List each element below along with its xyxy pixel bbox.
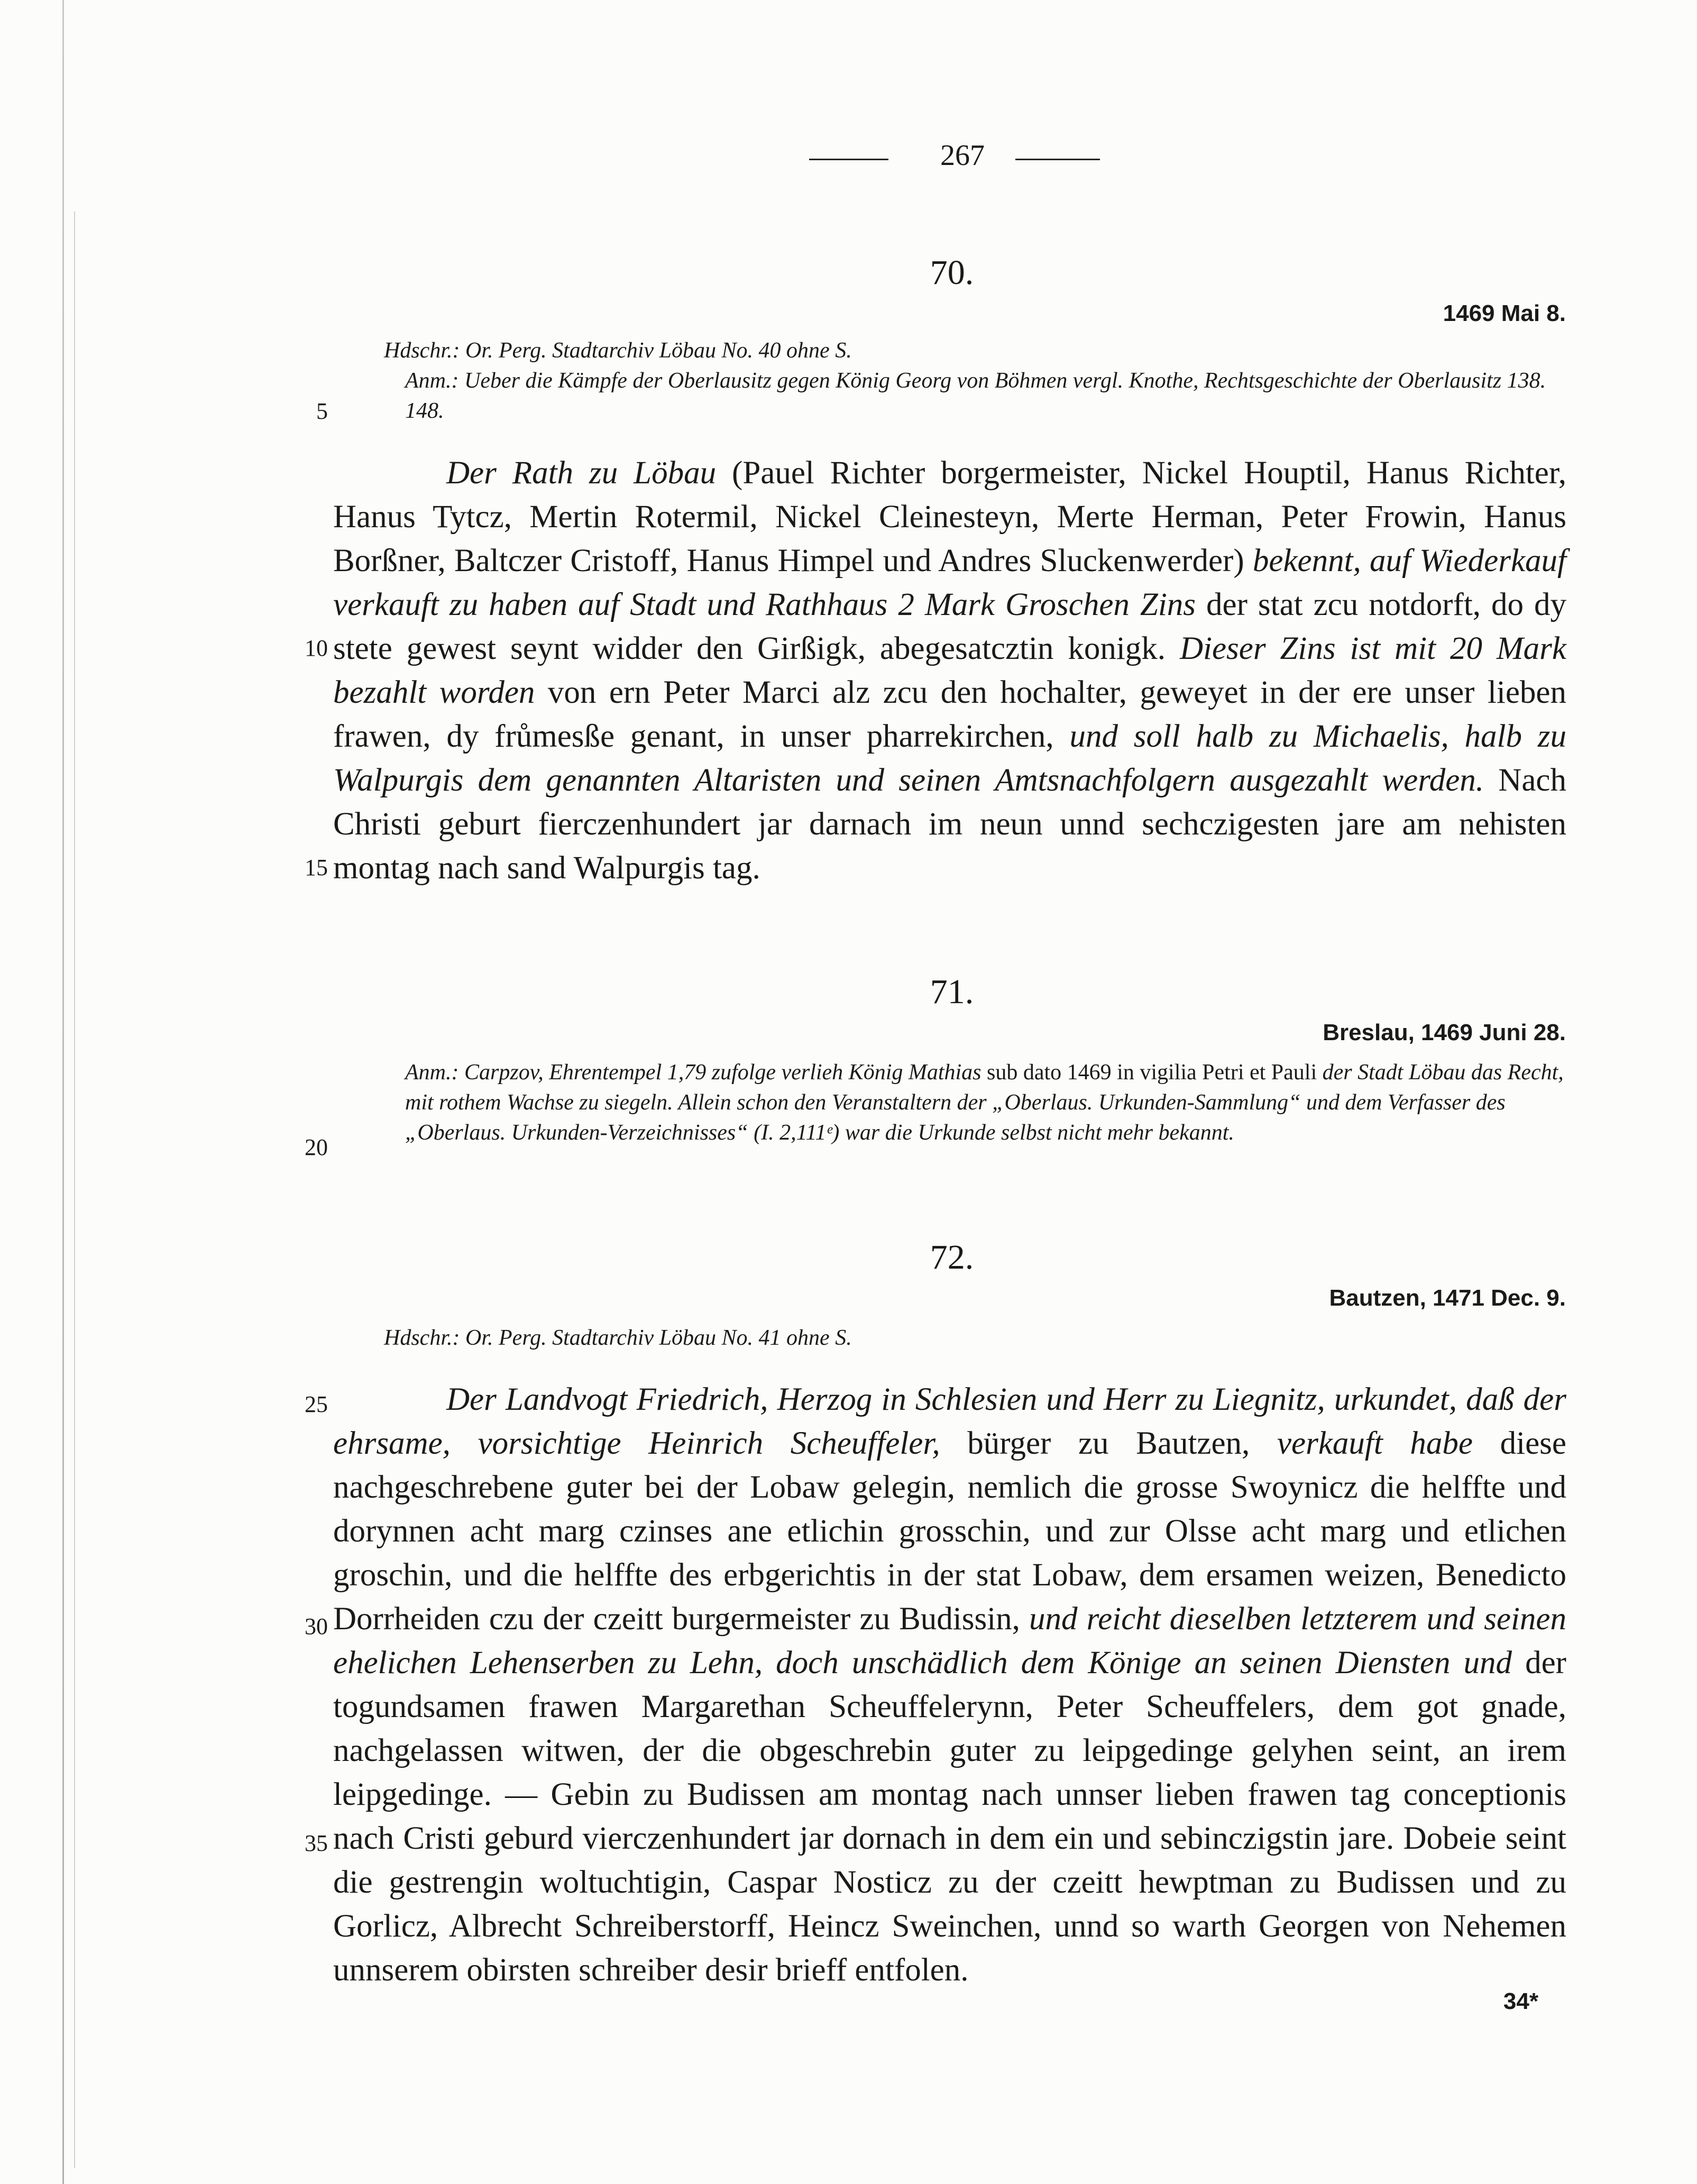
scan-binding-edge <box>62 0 64 2184</box>
document-date: Bautzen, 1471 Dec. 9. <box>1329 1285 1566 1311</box>
transcribed-text: der stat zcu notdorft, do dy stete gewest seynt widder den Girßigk, abegesatcztin konigk. <box>333 587 1566 666</box>
manuscript-note: Hdschr.: Or. Perg. Stadtarchiv Löbau No. 41 ohne S. <box>384 1326 852 1350</box>
source-note <box>384 336 1566 426</box>
page-number: 267 <box>940 139 985 172</box>
annotation-text-part: sub dato 1469 in vigilia Petri et Pauli <box>987 1060 1323 1085</box>
annotation-note <box>384 1058 1566 1148</box>
line-number: 10 <box>305 635 328 661</box>
transcribed-text: (Pauel Richter borgermeister, Nickel Houptil, Hanus Richter, Hanus Tytcz, Mertin Rotermil, Nickel Cleinesteyn, Merte Herman, Peter Frowin, Hanus Borßner, Baltczer Cristoff, Hanus Himpel und Andres Sluckenwerder) <box>333 455 1566 579</box>
line-number: 5 <box>316 398 328 424</box>
document-body <box>333 451 1566 890</box>
transcribed-text: diese nachgeschrebene guter bei der Lobaw gelegin, nemlich die grosse Swoynicz die helffte und dorynnen acht marg czinses ane etlichin grosschin, und zur Olsse acht marg und etlichen groschin, und die helffte des erbgerichtis in der stat Lobaw, dem ersamen weizen, Benedicto Dorrheiden czu der czeitt burgermeister zu Budissin, <box>333 1426 1566 1637</box>
italic-summary-text: Der Rath zu Löbau <box>446 455 717 491</box>
italic-summary-text: und reicht dieselben letzterem und seinen ehelichen Lehenserben zu Lehn, doch unschädlich dem Könige an seinen Diensten und <box>333 1601 1566 1681</box>
document-number: 72. <box>930 1238 974 1277</box>
scan-binding-edge-inner <box>74 212 75 2168</box>
transcribed-text: der togundsamen frawen Margarethan Scheuffelerynn, Peter Scheuffelers, dem got gnade, nachgelassen witwen, der die obgeschrebin guter zu leipgedinge gelyhen seint, an irem leipgedinge. — Gebin zu Budissen am montag nach unnser lieben frawen tag conceptionis nach Cristi geburd vierczenhundert jar dornach in dem ein und sebinczigstin jare. Dobeie seint die gestrengin woltuchtigin, Caspar Nosticz zu der czeitt hewptman zu Budissen und zu Gorlicz, Albrecht Schreiberstorff, Heincz Sweinchen, unnd so warth Georgen von Nehemen unnserem obirsten schreiber desir brieff entfolen. <box>333 1645 1566 1988</box>
transcribed-text: bürger zu Bautzen, <box>940 1426 1277 1461</box>
body-paragraph <box>333 451 1566 890</box>
italic-summary-text: verkauft habe <box>1277 1426 1473 1461</box>
transcribed-text: Nach Christi geburt fierczenhundert jar darnach im neun unnd sechczigesten jare am nehisten montag nach sand Walpurgis tag. <box>333 763 1567 886</box>
document-body <box>333 1378 1566 1992</box>
document-number: 71. <box>930 972 974 1011</box>
line-number: 25 <box>305 1391 328 1417</box>
line-number: 30 <box>305 1613 328 1639</box>
line-number: 20 <box>305 1134 328 1160</box>
header-rule-right <box>1015 159 1100 160</box>
document-date: 1469 Mai 8. <box>1443 300 1566 326</box>
annotation-text-part: Carpzov, Ehrentempel 1,79 zufolge verlieh König Mathias <box>464 1060 987 1085</box>
italic-summary-text: Der Landvogt Friedrich, Herzog in Schlesien und Herr zu Liegnitz, urkundet, daß der ehrsame, vorsichtige Heinrich Scheuffeler, <box>333 1382 1566 1461</box>
annotation-label: Anm.: <box>405 1060 464 1085</box>
italic-summary-text: und soll halb zu Michaelis, halb zu Walpurgis dem genannten Altaristen und seinen Amtsnachfolgern ausgezahlt werden. <box>333 719 1566 798</box>
document-date: Breslau, 1469 Juni 28. <box>1323 1020 1566 1045</box>
transcribed-text: von ern Peter Marci alz zcu den hochalter, geweyet in der ere unser lieben frawen, dy frůmesße genant, in unser pharrekirchen, <box>333 675 1566 754</box>
document-number: 70. <box>930 253 974 292</box>
annotation-text-part: der Stadt Löbau das Recht, mit rothem Wachse zu siegeln. Allein schon den Veranstaltern der „Oberlaus. Urkunden-Sammlung“ und dem Verfasser des „Oberlaus. Urkunden-Verzeichnisses“ (I. 2,111ᵉ) war die Urkunde selbst nicht mehr bekannt. <box>405 1060 1564 1145</box>
body-paragraph <box>333 1378 1566 1992</box>
annotation-note: Anm.: Ueber die Kämpfe der Oberlausitz gegen König Georg von Böhmen vergl. Knothe, Rechtsgeschichte der Oberlausitz 138. 148. <box>405 369 1546 423</box>
line-number: 35 <box>305 1830 328 1856</box>
italic-summary-text: bekennt, auf Wiederkauf verkauft zu haben auf Stadt und Rathhaus 2 Mark Groschen Zins <box>333 543 1566 622</box>
header-rule-left <box>809 159 888 160</box>
italic-summary-text: Dieser Zins ist mit 20 Mark bezahlt worden <box>333 631 1566 710</box>
signature-mark: 34* <box>1503 1988 1538 2014</box>
annotation-text <box>384 1058 1566 1148</box>
manuscript-note: Hdschr.: Or. Perg. Stadtarchiv Löbau No. 40 ohne S. <box>384 338 852 363</box>
line-number: 15 <box>305 855 328 880</box>
